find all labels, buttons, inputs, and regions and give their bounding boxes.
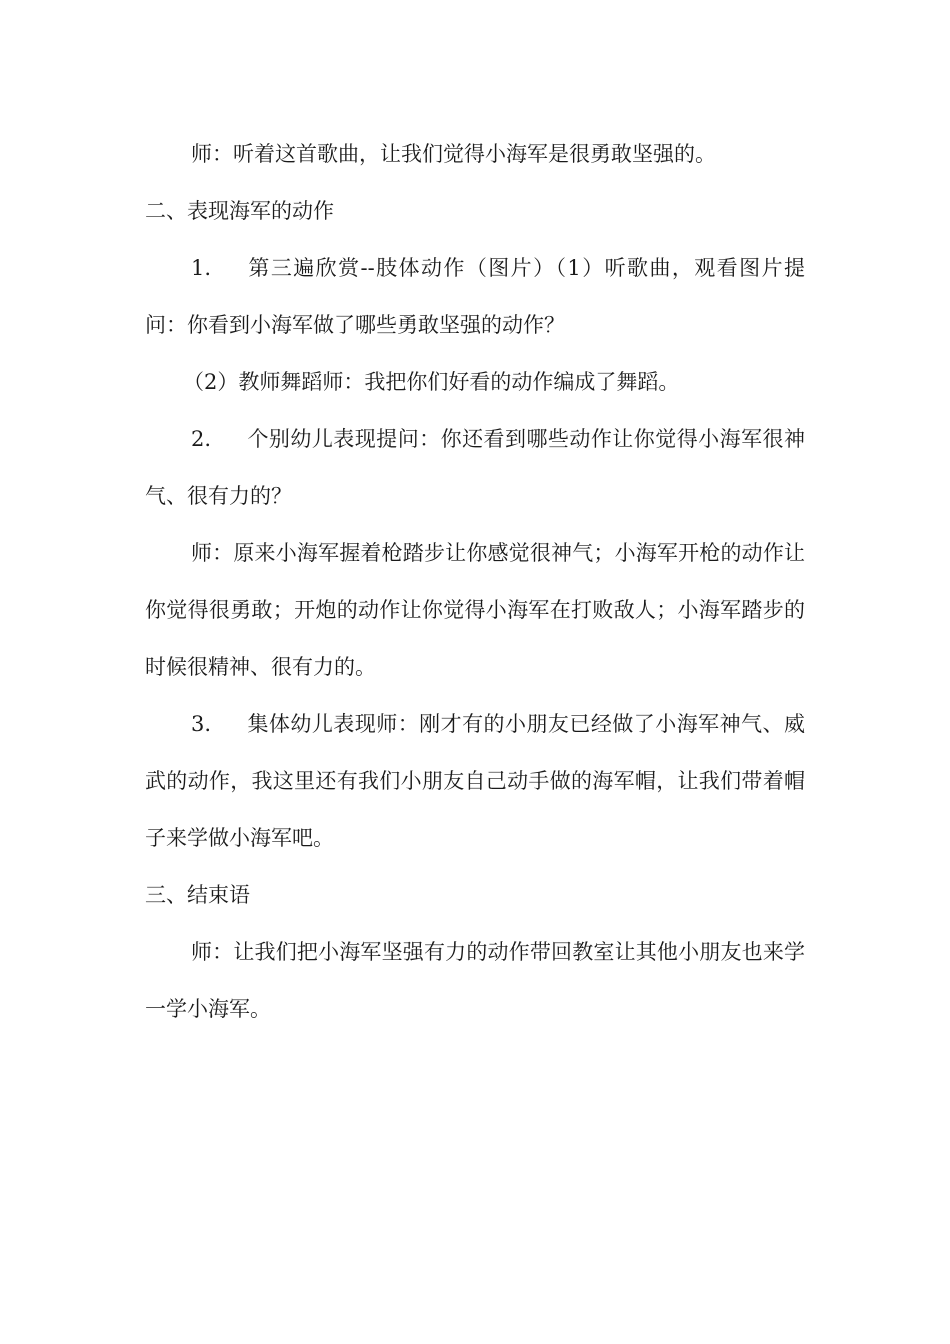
document-body [145,126,805,1038]
list-item-3-text: 集体幼儿表现师：刚才有的小朋友已经做了小海军神气、威武的动作，我这里还有我们小朋友自己动手做的海军帽，让我们带着帽子来学做小海军吧。 [145,712,805,850]
list-item-3-number: 3. [191,712,212,736]
list-item-1-number: 1. [191,256,212,280]
list-item-3 [145,696,805,867]
paragraph-teacher-explanation: 师：原来小海军握着枪踏步让你感觉很神气；小海军开枪的动作让你觉得很勇敢；开炮的动作让你觉得小海军在打败敌人；小海军踏步的时候很精神、很有力的。 [145,541,805,679]
section-heading-conclusion: 三、结束语 [145,883,250,907]
section-heading-navy-actions: 二、表现海军的动作 [145,199,334,223]
list-item-2 [145,411,805,525]
list-item-1 [145,240,805,354]
list-item-1-text: 第三遍欣赏--肢体动作（图片）（1）听歌曲，观看图片提问：你看到小海军做了哪些勇敢坚强的动作？ [145,256,805,337]
paragraph-teacher-dance: （2）教师舞蹈师：我把你们好看的动作编成了舞蹈。 [183,370,680,394]
list-item-2-number: 2. [191,427,212,451]
paragraph-teacher-closing: 师：让我们把小海军坚强有力的动作带回教室让其他小朋友也来学一学小海军。 [145,940,805,1021]
list-item-2-text: 个别幼儿表现提问：你还看到哪些动作让你觉得小海军很神气、很有力的？ [145,427,805,508]
paragraph-teacher-song: 师：听着这首歌曲，让我们觉得小海军是很勇敢坚强的。 [191,142,716,166]
